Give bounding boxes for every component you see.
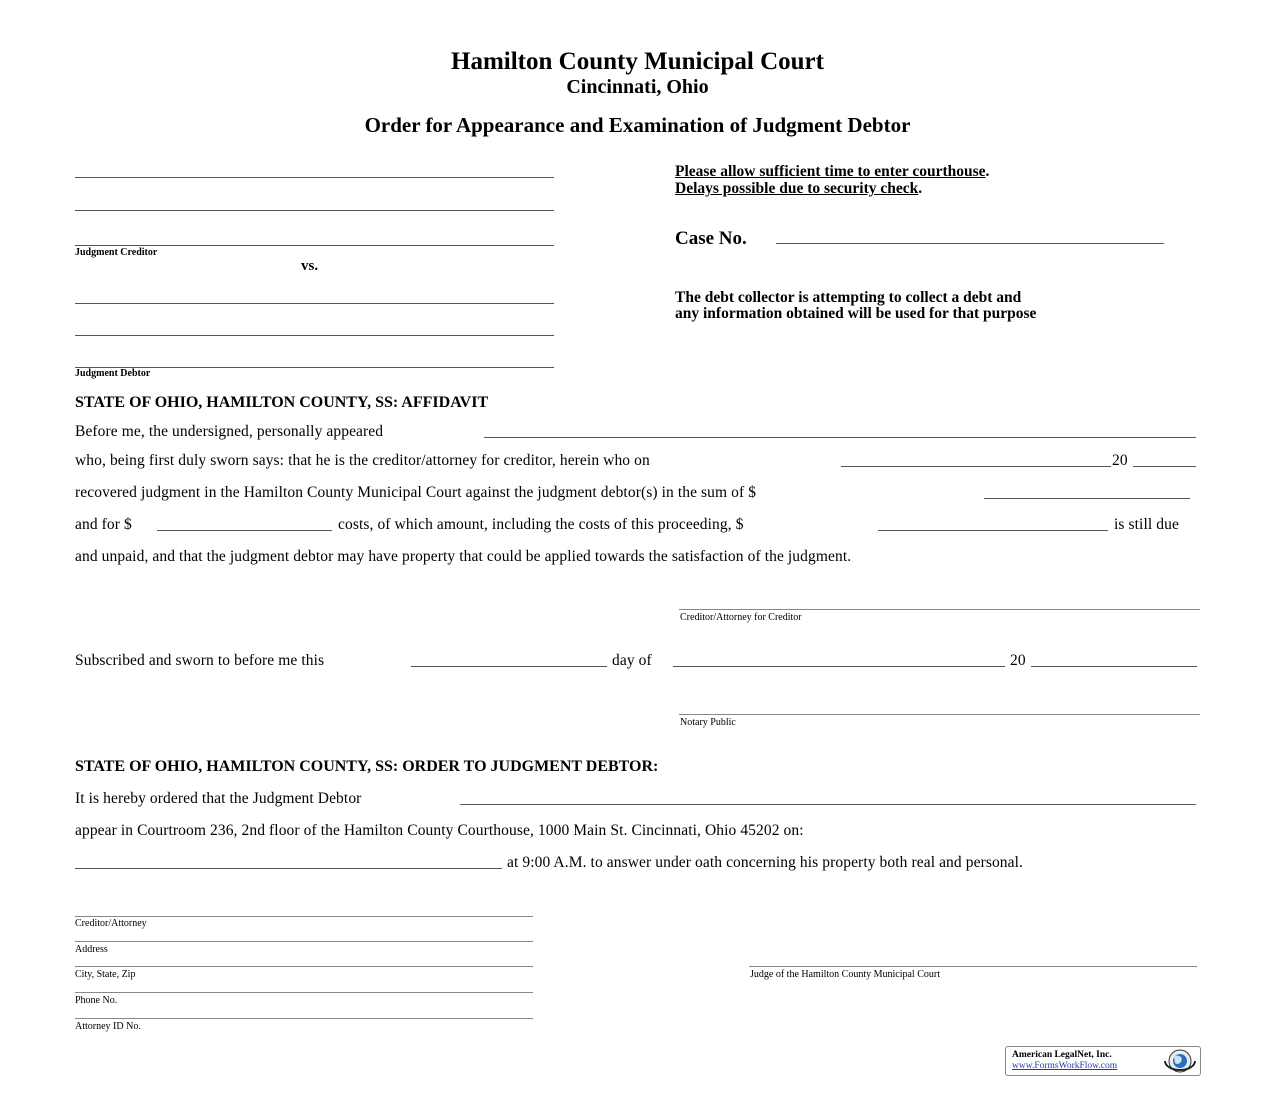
notary-signature-line[interactable] (679, 714, 1200, 715)
debt-collector-notice-2: any information obtained will be used for that purpose (675, 305, 1037, 322)
case-number-field[interactable] (776, 243, 1164, 244)
order-line-2: appear in Courtroom 236, 2nd floor of the Hamilton County Courthouse, 1000 Main St. Cincinnati, Ohio 45202 on: (75, 822, 804, 839)
amount-due-field[interactable] (878, 530, 1108, 531)
attorney-id-label: Attorney ID No. (75, 1021, 141, 1032)
phone-line[interactable] (75, 992, 533, 993)
judgment-debtor-label: Judgment Debtor (75, 368, 151, 379)
sworn-text-b: day of (612, 652, 652, 669)
sworn-year-field[interactable] (1031, 666, 1197, 667)
city-state-zip-label: City, State, Zip (75, 969, 136, 980)
court-city: Cincinnati, Ohio (566, 76, 709, 98)
sworn-text-c: 20 (1010, 652, 1026, 669)
judge-label: Judge of the Hamilton County Municipal Court (750, 969, 940, 980)
affidavit-line-3: recovered judgment in the Hamilton County Municipal Court against the judgment debtor(s) in the sum of $ (75, 484, 757, 501)
logo-url-link[interactable]: www.FormsWorkFlow.com (1012, 1061, 1118, 1071)
affidavit-heading: STATE OF OHIO, HAMILTON COUNTY, SS: AFFIDAVIT (75, 394, 489, 411)
city-state-zip-line[interactable] (75, 966, 533, 967)
judge-signature-line[interactable] (749, 966, 1197, 967)
order-line-1: It is hereby ordered that the Judgment Debtor (75, 790, 362, 807)
form-title: Order for Appearance and Examination of Judgment Debtor (364, 113, 911, 137)
debtor-line-1[interactable] (75, 303, 554, 304)
american-legalnet-logo[interactable] (1005, 1046, 1201, 1076)
notary-label: Notary Public (680, 717, 736, 728)
creditor-attorney-label: Creditor/Attorney (75, 918, 147, 929)
creditor-signature-label: Creditor/Attorney for Creditor (680, 612, 802, 623)
court-name: Hamilton County Municipal Court (451, 48, 824, 75)
affidavit-line-5: and unpaid, and that the judgment debtor may have property that could be applied towards the satisfaction of the judgment. (75, 548, 852, 565)
courthouse-notice-1: Please allow sufficient time to enter courthouse. (675, 163, 990, 180)
courthouse-notice-2: Delays possible due to security check. (675, 180, 923, 197)
order-debtor-name-field[interactable] (460, 804, 1196, 805)
affidavit-line-4b: costs, of which amount, including the costs of this proceeding, $ (338, 516, 744, 533)
address-label: Address (75, 944, 108, 955)
judgment-sum-field[interactable] (984, 498, 1190, 499)
logo-company-name: American LegalNet, Inc. (1012, 1050, 1112, 1060)
creditor-signature-line[interactable] (679, 609, 1200, 610)
judgment-creditor-label: Judgment Creditor (75, 247, 158, 258)
creditor-attorney-line[interactable] (75, 916, 533, 917)
affiant-name-field[interactable] (484, 437, 1196, 438)
sworn-text-a: Subscribed and sworn to before me this (75, 652, 325, 669)
sworn-day-field[interactable] (411, 666, 607, 667)
sworn-month-field[interactable] (673, 666, 1005, 667)
versus-label: vs. (301, 258, 319, 274)
creditor-line-2[interactable] (75, 210, 554, 211)
creditor-line-1[interactable] (75, 177, 554, 178)
judgment-year-field[interactable] (1133, 466, 1196, 467)
order-line-3: at 9:00 A.M. to answer under oath concerning his property both real and personal. (507, 854, 1024, 871)
judgment-date-field[interactable] (841, 466, 1111, 467)
phone-label: Phone No. (75, 995, 118, 1006)
affidavit-line-2: who, being first duly sworn says: that he is the creditor/attorney for creditor, herein who on (75, 452, 650, 469)
affidavit-line-4a: and for $ (75, 516, 132, 533)
order-heading: STATE OF OHIO, HAMILTON COUNTY, SS: ORDER TO JUDGMENT DEBTOR: (75, 758, 659, 775)
address-line[interactable] (75, 941, 533, 942)
case-number-label: Case No. (675, 228, 747, 249)
affidavit-line-1: Before me, the undersigned, personally appeared (75, 423, 384, 440)
globe-icon (1162, 1048, 1196, 1074)
attorney-id-line[interactable] (75, 1018, 533, 1019)
year-prefix-1: 20 (1112, 452, 1128, 469)
costs-field[interactable] (157, 530, 332, 531)
creditor-line-3[interactable] (75, 245, 554, 246)
debt-collector-notice-1: The debt collector is attempting to collect a debt and (675, 289, 1022, 306)
debtor-line-2[interactable] (75, 335, 554, 336)
affidavit-line-4c: is still due (1114, 516, 1179, 533)
appearance-date-field[interactable] (75, 868, 502, 869)
